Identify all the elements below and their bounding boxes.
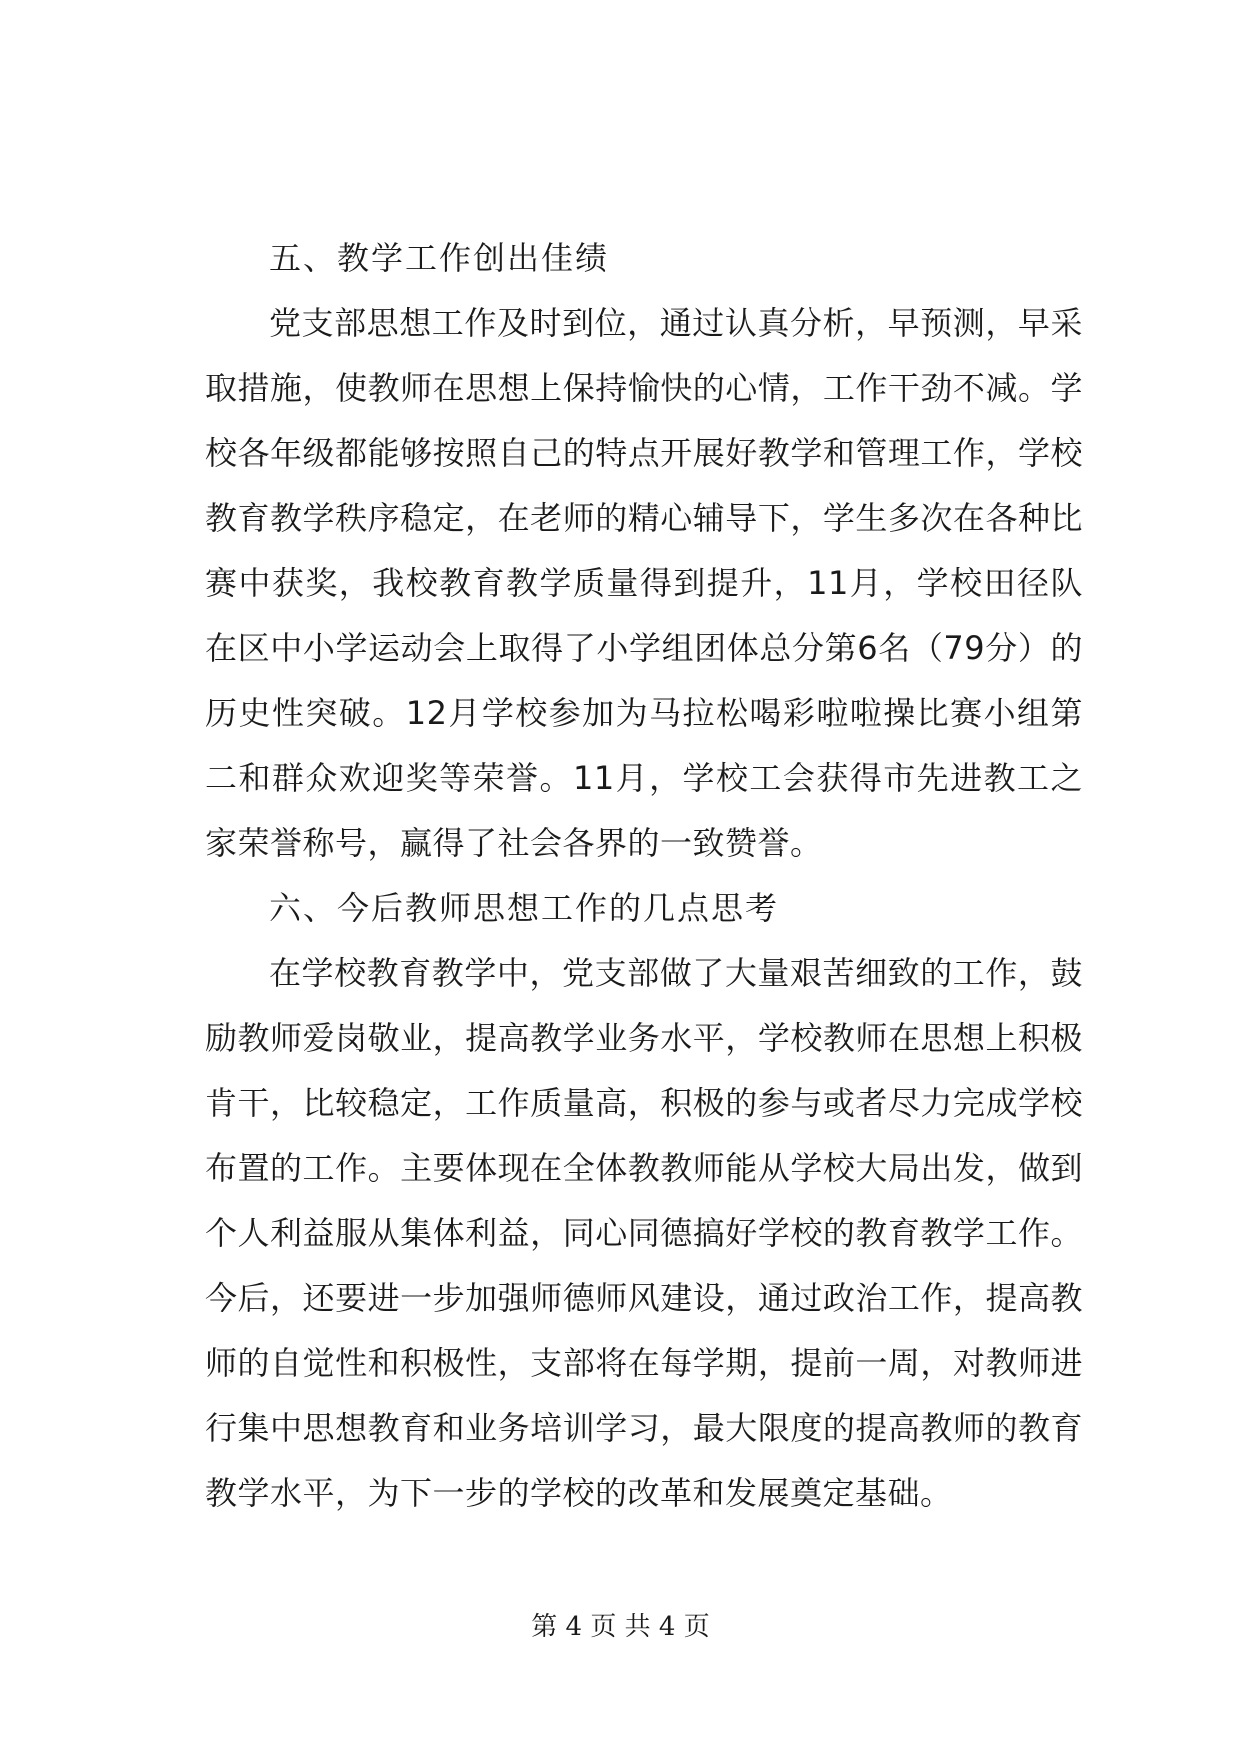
document-body	[205, 226, 1083, 1526]
section-heading-5: 五、教学工作创出佳绩	[269, 239, 610, 277]
page-number-label: 第 4 页 共 4 页	[531, 1612, 710, 1642]
section-heading-6: 六、今后教师思想工作的几点思考	[269, 889, 780, 927]
section-paragraph-5: 党支部思想工作及时到位，通过认真分析，早预测，早采取措施，使教师在思想上保持愉快的心情，工作干劲不减。学校各年级都能够按照自己的特点开展好教学和管理工作，学校教育教学秩序稳定，在老师的精心辅导下，学生多次在各种比赛中获奖，我校教育教学质量得到提升，11月，学校田径队在区中小学运动会上取得了小学组团体总分第6名（79分）的历史性突破。12月学校参加为马拉松喝彩啦啦操比赛小组第二和群众欢迎奖等荣誉。11月，学校工会获得市先进教工之家荣誉称号，赢得了社会各界的一致赞誉。	[205, 304, 1083, 862]
page-footer	[0, 1607, 1241, 1647]
section-paragraph-6: 在学校教育教学中，党支部做了大量艰苦细致的工作，鼓励教师爱岗敬业，提高教学业务水平，学校教师在思想上积极肯干，比较稳定，工作质量高，积极的参与或者尽力完成学校布置的工作。主要体现在全体教教师能从学校大局出发，做到个人利益服从集体利益，同心同德搞好学校的教育教学工作。今后，还要进一步加强师德师风建设，通过政治工作，提高教师的自觉性和积极性，支部将在每学期，提前一周，对教师进行集中思想教育和业务培训学习，最大限度的提高教师的教育教学水平，为下一步的学校的改革和发展奠定基础。	[205, 954, 1083, 1512]
